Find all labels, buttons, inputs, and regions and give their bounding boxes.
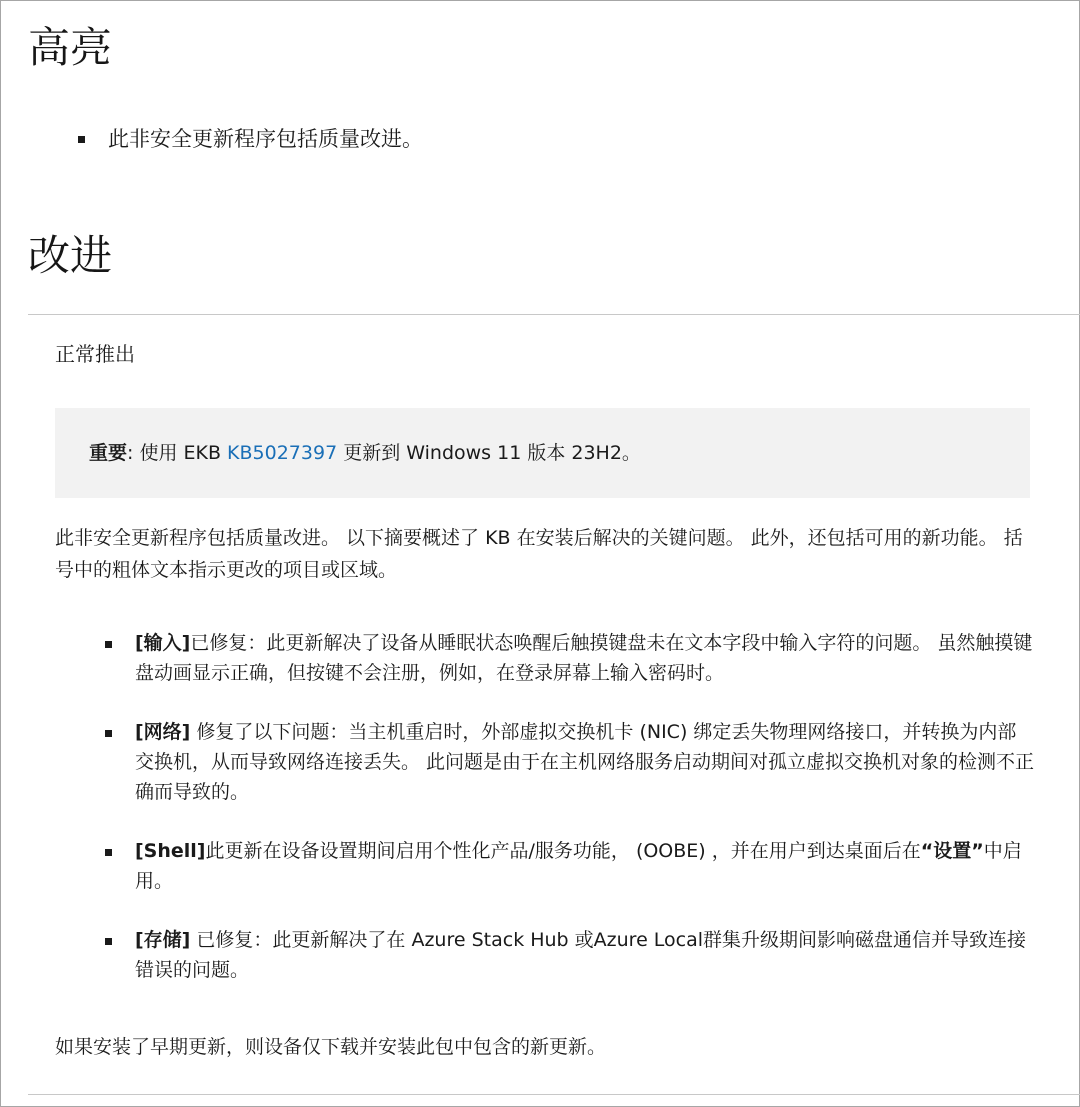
square-bullet-icon bbox=[105, 730, 112, 737]
outro-paragraph: 如果安装了早期更新，则设备仅下载并安装此包中包含的新更新。 bbox=[55, 1036, 607, 1058]
improvements-heading: 改进 bbox=[28, 231, 113, 280]
issue-text: 已修复：此更新解决了设备从睡眠状态唤醒后触摸键盘未在文本字段中输入字符的问题。 虽然触摸键盘动画显示正确，但按键不会注册，例如，在登录屏幕上输入密码时。 bbox=[135, 632, 1033, 684]
list-item bbox=[76, 123, 1036, 155]
issue-text: 此更新在设备设置期间启用个性化产品/服务功能， (OOBE) ，并在用户到达桌面后在 bbox=[205, 840, 921, 862]
divider bbox=[28, 314, 1080, 315]
issue-tag: [输入] bbox=[135, 632, 191, 654]
alert-text-before-link: : 使用 EKB bbox=[127, 442, 228, 464]
issues-list bbox=[105, 628, 1035, 1014]
kb-link[interactable]: KB5027397 bbox=[227, 442, 338, 464]
square-bullet-icon bbox=[105, 849, 112, 856]
list-item bbox=[105, 717, 1035, 807]
issue-tag: [网络] bbox=[135, 721, 191, 743]
issue-bold-tail: “设置” bbox=[920, 840, 984, 862]
important-alert bbox=[55, 408, 1030, 498]
intro-paragraph: 此非安全更新程序包括质量改进。 以下摘要概述了 KB 在安装后解决的关键问题。 此外，还包括可用的新功能。 括号中的粗体文本指示更改的项目或区域。 bbox=[55, 527, 1023, 581]
highlights-list bbox=[76, 123, 1036, 155]
list-item bbox=[105, 628, 1035, 688]
rollout-label: 正常推出 bbox=[55, 342, 135, 366]
issue-text-tail: 中启用。 bbox=[135, 840, 1022, 892]
issue-tag: [Shell] bbox=[135, 840, 206, 862]
list-item bbox=[105, 836, 1035, 896]
square-bullet-icon bbox=[78, 136, 85, 143]
divider bbox=[28, 1094, 1080, 1095]
issue-text: 修复了以下问题：当主机重启时，外部虚拟交换机卡 (NIC) 绑定丢失物理网络接口，并转换为内部交换机，从而导致网络连接丢失。 此问题是由于在主机网络服务启动期间对孤立虚拟交换机对象的检测不正确而导致的。 bbox=[135, 721, 1035, 803]
issue-tag: [存储] bbox=[135, 929, 191, 951]
square-bullet-icon bbox=[105, 641, 112, 648]
list-item bbox=[105, 925, 1035, 985]
alert-text-after-link: 更新到 Windows 11 版本 23H2。 bbox=[337, 442, 641, 464]
highlights-heading: 高亮 bbox=[28, 23, 113, 72]
highlight-text: 此非安全更新程序包括质量改进。 bbox=[108, 127, 423, 151]
square-bullet-icon bbox=[105, 938, 112, 945]
alert-bold-prefix: 重要 bbox=[89, 442, 128, 464]
issue-text: 已修复：此更新解决了在 Azure Stack Hub 或Azure Local群集升级期间影响磁盘通信并导致连接错误的问题。 bbox=[135, 929, 1027, 981]
